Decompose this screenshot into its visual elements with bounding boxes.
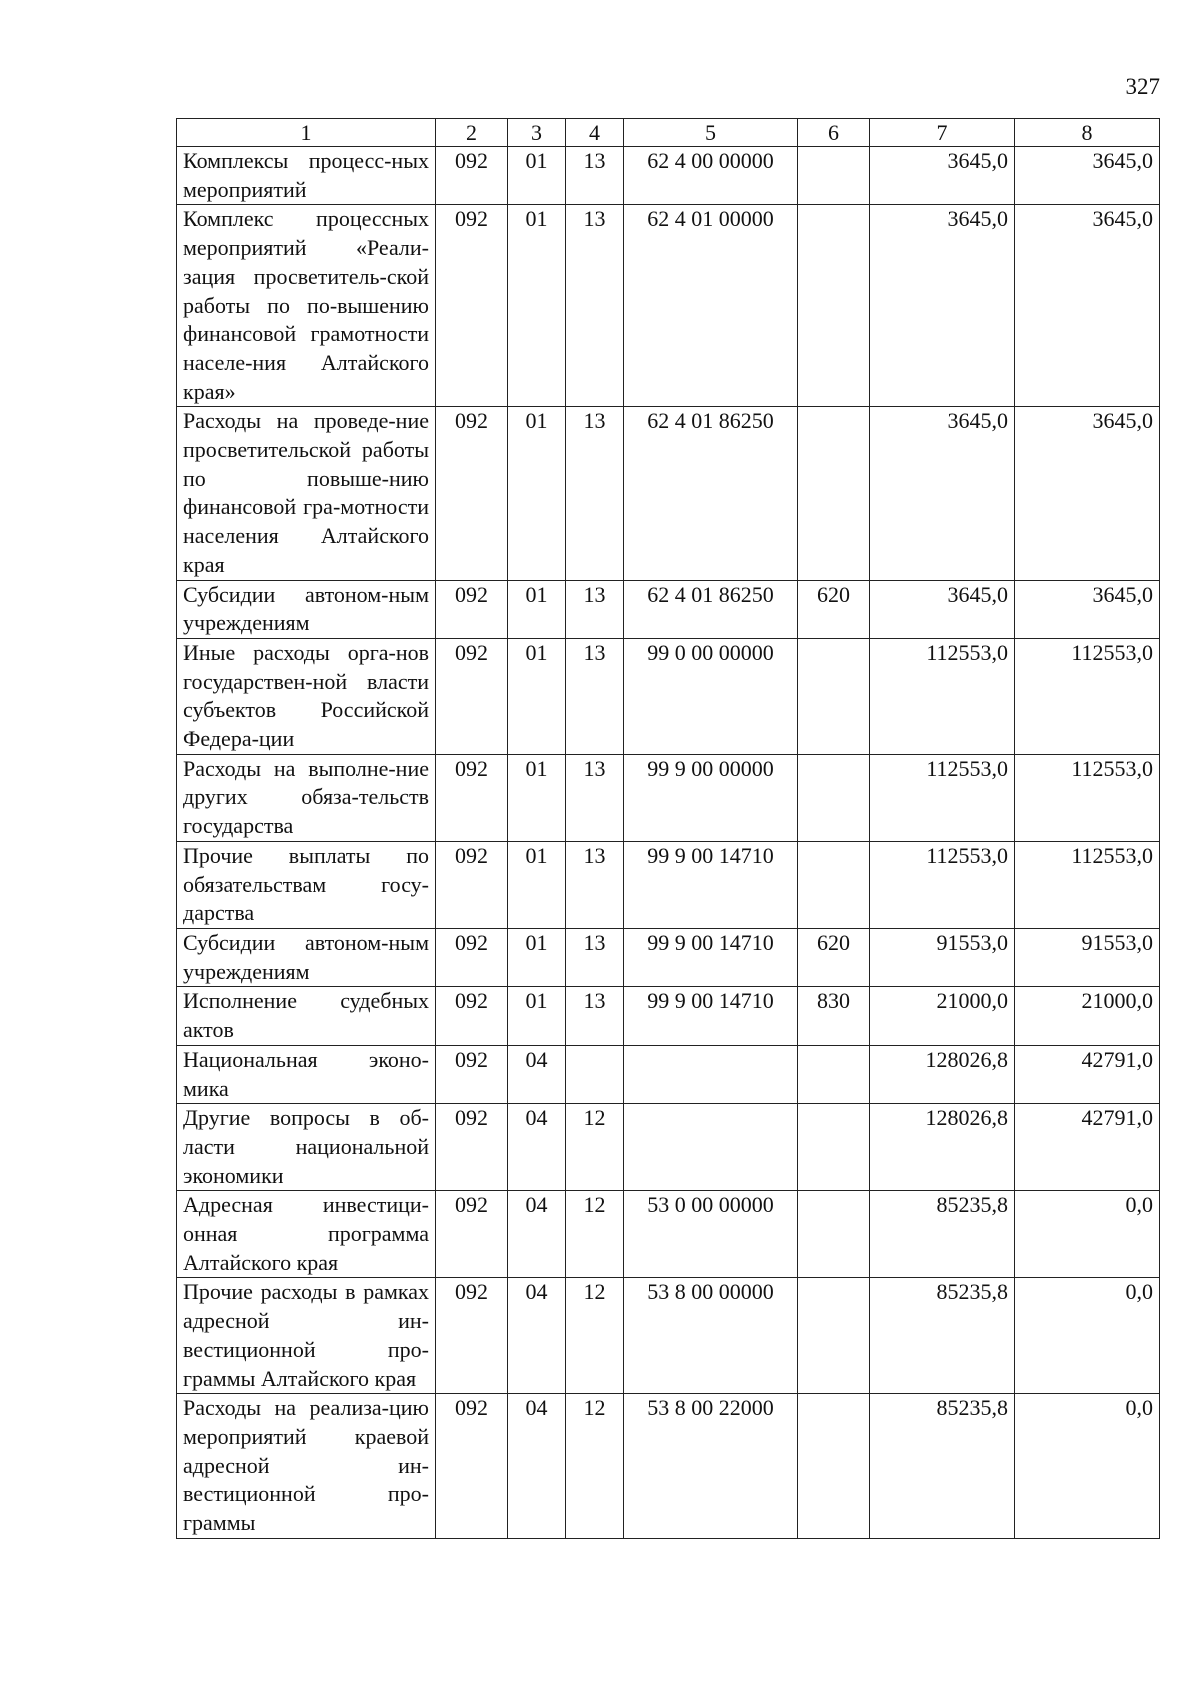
expense-type-cell [798, 638, 870, 754]
expense-name-cell: Субсидии автоном-ным учреждениям [177, 928, 436, 986]
section-code-cell: 01 [508, 205, 566, 407]
amount-year1-cell: 85235,8 [870, 1191, 1015, 1278]
target-article-cell: 99 9 00 00000 [624, 754, 798, 841]
target-article-cell: 53 0 00 00000 [624, 1191, 798, 1278]
amount-year2-cell: 0,0 [1015, 1191, 1160, 1278]
expense-name-cell: Комплекс процессных мероприятий «Реали-зация просветитель-ской работы по по-вышению финансовой грамотности населе-ния Алтайского края» [177, 205, 436, 407]
ministry-code-cell: 092 [436, 987, 508, 1045]
section-code-cell: 01 [508, 147, 566, 205]
amount-year2-cell: 112553,0 [1015, 841, 1160, 928]
section-code-cell: 01 [508, 754, 566, 841]
target-article-cell: 62 4 01 00000 [624, 205, 798, 407]
subsection-code-cell: 12 [566, 1278, 624, 1394]
ministry-code-cell: 092 [436, 407, 508, 580]
ministry-code-cell: 092 [436, 1104, 508, 1191]
subsection-code-cell: 13 [566, 987, 624, 1045]
subsection-code-cell: 13 [566, 928, 624, 986]
target-article-cell [624, 1104, 798, 1191]
ministry-code-cell: 092 [436, 1394, 508, 1539]
amount-year2-cell: 3645,0 [1015, 407, 1160, 580]
section-code-cell: 04 [508, 1191, 566, 1278]
expense-type-cell [798, 205, 870, 407]
amount-year2-cell: 0,0 [1015, 1278, 1160, 1394]
expense-name-cell: Исполнение судебных актов [177, 987, 436, 1045]
amount-year1-cell: 3645,0 [870, 580, 1015, 638]
amount-year1-cell: 3645,0 [870, 147, 1015, 205]
ministry-code-cell: 092 [436, 841, 508, 928]
column-header: 8 [1015, 119, 1160, 147]
table-row [177, 928, 1160, 986]
amount-year2-cell: 21000,0 [1015, 987, 1160, 1045]
ministry-code-cell: 092 [436, 1045, 508, 1103]
column-header: 1 [177, 119, 436, 147]
table-row [177, 638, 1160, 754]
subsection-code-cell: 13 [566, 147, 624, 205]
table-body [177, 147, 1160, 1539]
table-row [177, 1191, 1160, 1278]
expense-name-cell: Национальная эконо-мика [177, 1045, 436, 1103]
target-article-cell: 99 9 00 14710 [624, 841, 798, 928]
table-row [177, 841, 1160, 928]
amount-year2-cell: 3645,0 [1015, 580, 1160, 638]
column-header: 2 [436, 119, 508, 147]
amount-year1-cell: 91553,0 [870, 928, 1015, 986]
amount-year1-cell: 85235,8 [870, 1394, 1015, 1539]
expense-name-cell: Иные расходы орга-нов государствен-ной власти субъектов Российской Федера-ции [177, 638, 436, 754]
table-row [177, 147, 1160, 205]
amount-year1-cell: 112553,0 [870, 754, 1015, 841]
expense-name-cell: Другие вопросы в об-ласти национальной экономики [177, 1104, 436, 1191]
target-article-cell: 53 8 00 22000 [624, 1394, 798, 1539]
subsection-code-cell: 12 [566, 1104, 624, 1191]
amount-year2-cell: 42791,0 [1015, 1045, 1160, 1103]
amount-year2-cell: 3645,0 [1015, 147, 1160, 205]
section-code-cell: 01 [508, 580, 566, 638]
table-row [177, 1045, 1160, 1103]
expense-type-cell [798, 1104, 870, 1191]
budget-table [176, 118, 1160, 1539]
target-article-cell [624, 1045, 798, 1103]
expense-type-cell [798, 1045, 870, 1103]
ministry-code-cell: 092 [436, 928, 508, 986]
amount-year2-cell: 3645,0 [1015, 205, 1160, 407]
subsection-code-cell: 13 [566, 407, 624, 580]
expense-type-cell [798, 1394, 870, 1539]
amount-year1-cell: 21000,0 [870, 987, 1015, 1045]
section-code-cell: 04 [508, 1045, 566, 1103]
expense-name-cell: Расходы на выполне-ние других обяза-тельств государства [177, 754, 436, 841]
section-code-cell: 01 [508, 987, 566, 1045]
expense-type-cell [798, 754, 870, 841]
ministry-code-cell: 092 [436, 638, 508, 754]
table-row [177, 987, 1160, 1045]
table-row [177, 1278, 1160, 1394]
subsection-code-cell: 13 [566, 205, 624, 407]
target-article-cell: 99 9 00 14710 [624, 987, 798, 1045]
target-article-cell: 62 4 01 86250 [624, 580, 798, 638]
section-code-cell: 04 [508, 1394, 566, 1539]
amount-year2-cell: 91553,0 [1015, 928, 1160, 986]
page-number: 327 [1125, 74, 1160, 99]
subsection-code-cell: 13 [566, 841, 624, 928]
section-code-cell: 01 [508, 638, 566, 754]
expense-type-cell [798, 1278, 870, 1394]
target-article-cell: 99 0 00 00000 [624, 638, 798, 754]
section-code-cell: 04 [508, 1104, 566, 1191]
target-article-cell: 62 4 00 00000 [624, 147, 798, 205]
expense-name-cell: Прочие расходы в рамках адресной ин-вестиционной про-граммы Алтайского края [177, 1278, 436, 1394]
amount-year1-cell: 3645,0 [870, 407, 1015, 580]
expense-type-cell: 620 [798, 580, 870, 638]
amount-year2-cell: 42791,0 [1015, 1104, 1160, 1191]
amount-year2-cell: 0,0 [1015, 1394, 1160, 1539]
expense-name-cell: Расходы на проведе-ние просветительской работы по повыше-нию финансовой гра-мотности населения Алтайского края [177, 407, 436, 580]
table-row [177, 754, 1160, 841]
section-code-cell: 04 [508, 1278, 566, 1394]
expense-name-cell: Комплексы процесс-ных мероприятий [177, 147, 436, 205]
amount-year1-cell: 85235,8 [870, 1278, 1015, 1394]
expense-type-cell [798, 147, 870, 205]
column-header: 6 [798, 119, 870, 147]
expense-type-cell: 620 [798, 928, 870, 986]
expense-type-cell [798, 1191, 870, 1278]
table-row [177, 205, 1160, 407]
ministry-code-cell: 092 [436, 1191, 508, 1278]
amount-year1-cell: 128026,8 [870, 1104, 1015, 1191]
expense-name-cell: Расходы на реализа-цию мероприятий краевой адресной ин-вестиционной про-граммы [177, 1394, 436, 1539]
amount-year1-cell: 128026,8 [870, 1045, 1015, 1103]
ministry-code-cell: 092 [436, 580, 508, 638]
amount-year2-cell: 112553,0 [1015, 754, 1160, 841]
target-article-cell: 62 4 01 86250 [624, 407, 798, 580]
section-code-cell: 01 [508, 841, 566, 928]
section-code-cell: 01 [508, 407, 566, 580]
subsection-code-cell: 13 [566, 580, 624, 638]
amount-year1-cell: 112553,0 [870, 841, 1015, 928]
column-header: 4 [566, 119, 624, 147]
table-row [177, 1104, 1160, 1191]
subsection-code-cell: 13 [566, 638, 624, 754]
column-header: 7 [870, 119, 1015, 147]
header-row [177, 119, 1160, 147]
ministry-code-cell: 092 [436, 1278, 508, 1394]
expense-type-cell [798, 407, 870, 580]
amount-year1-cell: 112553,0 [870, 638, 1015, 754]
ministry-code-cell: 092 [436, 205, 508, 407]
ministry-code-cell: 092 [436, 147, 508, 205]
amount-year1-cell: 3645,0 [870, 205, 1015, 407]
table-row [177, 1394, 1160, 1539]
ministry-code-cell: 092 [436, 754, 508, 841]
amount-year2-cell: 112553,0 [1015, 638, 1160, 754]
expense-name-cell: Субсидии автоном-ным учреждениям [177, 580, 436, 638]
table-row [177, 580, 1160, 638]
subsection-code-cell: 12 [566, 1394, 624, 1539]
column-header: 3 [508, 119, 566, 147]
expense-type-cell: 830 [798, 987, 870, 1045]
expense-type-cell [798, 841, 870, 928]
section-code-cell: 01 [508, 928, 566, 986]
subsection-code-cell [566, 1045, 624, 1103]
subsection-code-cell: 12 [566, 1191, 624, 1278]
column-header: 5 [624, 119, 798, 147]
table-row [177, 407, 1160, 580]
expense-name-cell: Адресная инвестици-онная программа Алтайского края [177, 1191, 436, 1278]
subsection-code-cell: 13 [566, 754, 624, 841]
target-article-cell: 53 8 00 00000 [624, 1278, 798, 1394]
target-article-cell: 99 9 00 14710 [624, 928, 798, 986]
expense-name-cell: Прочие выплаты по обязательствам госу-дарства [177, 841, 436, 928]
